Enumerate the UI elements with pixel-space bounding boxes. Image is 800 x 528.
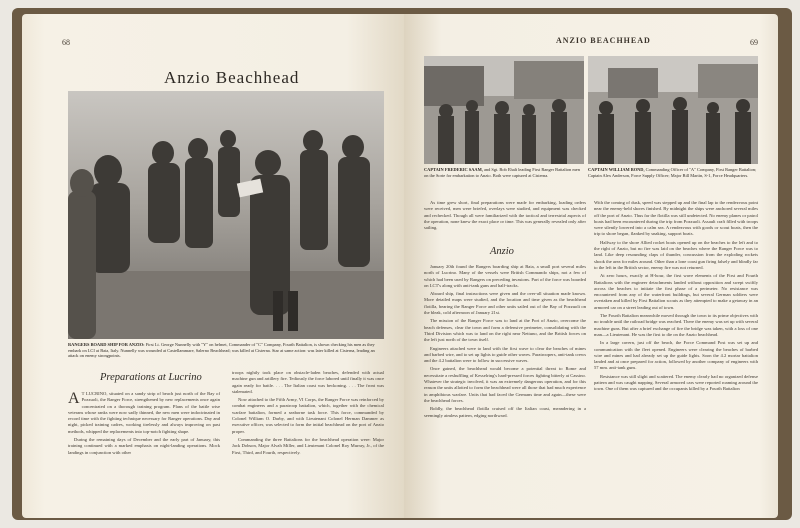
paragraph: Engineers attached were to land with the first wave to clear the beaches of mines and barbed wire, and to set up lights to guide other waves. Paratroopers, anti-tank crews and the 4.2 battalion were to follow in successive waves. [424, 345, 586, 364]
photo-caption-lead: RANGERS BOARD SHIP FOR ANZIO: [68, 342, 145, 347]
paragraph: Aboard ship, final instructions were given and the over-all situation made known. More detailed maps were studied, and the location and time given as the beachhead flotilla, bearing the Ranger Force and other units sailed out of the Bay of Pozzuoli on the bleak, cold afternoon of January 21st. [424, 291, 586, 316]
paragraph: January 20th found the Rangers boarding ship at Baia, a small port several miles north of Lucrino. Many of the vessels were British Commando ships, not a few of which had been used by Rangers on preceding invasions. Part of the force was boarded on LCT's along with anti-tank guns and half-tracks. [424, 264, 586, 288]
captain-saam-photo [424, 56, 584, 164]
right-column-1-top [424, 200, 586, 233]
paragraph: With the coming of dusk, speed was stepped up and the final lap to the rendezvous point near the enemy-held shores finished. By midnight the ships were anchored several miles off the port of Anzio. Thus far the flotilla was still undetected. No enemy planes or patrol boats had been encountered during the trip from Pozzuoli. Assault craft filled with troops were silently lowered into a calm sea. A rendezvous with goods or scout boats, then the trip to shore began, flanked by snaking, support boats. [594, 200, 758, 237]
photo-illustration [68, 91, 384, 339]
paragraph: At zero hours, exactly at H-hour, the first wave elements of the First and Fourth Battalions with the engineer detachments landed without opposition and swept swiftly across the beaches to initiate the first phase of a perimeter. No resistance was encountered from any of the waterfront buildings, but several German soldiers were overtaken and killed by First Battalion scouts as they attempted to make a getaway in an armored car on a street leading out of town. [594, 273, 758, 310]
page-number: 69 [750, 38, 758, 47]
paragraph: A T LUCRINO, situated on a sandy strip of beach just north of the Bay of Pozzuoli, the Ranger Force, strengthened by new replacements once again concentrated on a thorough training program. Plans of the battle wise veterans whose ranks were now sadly thinned, the new men were indoctrinated in record time with the fighting technique necessary for Ranger operations. Day and night, picked training cadres, working tirelessly and always improving on past methods, whipped the replacements into top-notch fighting shape. [68, 390, 220, 434]
photo-caption-text: First Lt. George Nunnelly with "Y" on helmet, Commander of "C" Company, Fourth Battalion, is shown checking his men as they embark on LCI at Baia, Italy. Nunnelly was wounded at Castellammare, Salerno Beachhead; was killed at Cisterna. Star at same action: was later killed at Cisterna, leading an attack on enemy strongpoints. [68, 342, 375, 359]
paragraph: Resistance was still slight and scattered. The enemy clearly had no organized defense pattern and was caught napping. Several armored cars were reported roaming around the town. One of them was captured and the occupants killed by a Fourth Battalion [594, 373, 758, 392]
paragraph: During the remaining days of December and the early part of January, this training continued with a marked emphasis on night-landing operations. Mock landings in conjunction with other [68, 437, 220, 455]
paragraph: Halfway to the shore Allied rocket boats opened up on the beaches to the left and to the right of Anzio, but no fire was laid on the beaches where the Ranger Force was to land. Like deep resounding claps of thunder, concussion from the exploding rockets shook the area for miles around. Other than a lone coast gun firing falsely and blindly far to the left in the British sector, enemy fire was not returned. [594, 239, 758, 270]
section-heading-anzio: Anzio [490, 246, 514, 257]
photo-caption-saam: CAPTAIN FREDERIC SAAM, and Sgt. Bob Ehalt leading First Ranger Battalion men on the Sorte for embarkation to Anzio. Both were captured at Cisterna. [424, 167, 580, 178]
paragraph: In a large cavern, just off the beach, the Force Command Post was set up and communication with the fleet opened. Engineers were clearing the beaches of barbed wire and mines and had already set up the guide lights. Soon the 4.2 mortar battalion landed and at once prepared for action, followed by another company of engineers with 57 mm. anti-tank guns. [594, 340, 758, 371]
paragraph: Boldly, the beachhead flotilla cruised off the Italian coast, meandering in a seemingly aimless pattern, edging northward. [424, 406, 586, 418]
page-number: 68 [62, 38, 70, 47]
right-page [404, 14, 778, 518]
page-title: Anzio Beachhead [164, 68, 300, 87]
paragraph: Now attached to the Fifth Army, VI Corps, the Ranger Force was reinforced by combat engineers and a paratroop battalion, which, together with the chemical warfare battalion, formed a seaborne task force. This force, commanded by Colonel William O. Darby, and with Lieutenant Colonel Herman Dammer as executive officer, was selected to form the initial beachhead on the port of Anzio proper. [232, 397, 384, 434]
drop-cap: A [68, 390, 80, 407]
photo-caption-bond: CAPTAIN WILLIAM BOND, Commanding Officer of "A" Company, First Ranger Battalion; Captain Alex Anderson, Force Supply Officer; Major Bill Martin, S-1, Force Headquarters. [588, 167, 757, 178]
paragraph: Commanding the three Battalions for the beachhead operation were: Major Jack Dobson, Major Alvah Miller, and Lieutenant Colonel Roy Murray, Jr., of the First, Third, and Fourth, respectively. [232, 436, 384, 455]
rangers-boarding-photo [68, 91, 384, 339]
paragraph: troops nightly took place on obstacle-laden beaches, defended with actual machine gun and artillery fire. Tediously the force labored until finally it was once again ready for battle. . . . The Italian coast was beckoning. . . . The front was stalemated. [232, 370, 384, 394]
right-column-1 [424, 264, 586, 421]
captain-bond-photo [588, 56, 758, 164]
left-column-2 [232, 370, 384, 458]
right-column-2 [594, 200, 758, 395]
running-head: ANZIO BEACHHEAD [556, 36, 651, 45]
left-page [22, 14, 404, 518]
paragraph: The Fourth Battalion meanwhile moved through the town to its prime objectives with no trouble until the railroad bridge was reached. There the enemy was set up with several machine guns. But after a brief exchange of fire the bridge was taken, with a loss of one man—a Lieutenant. He was the first to die on the Anzio beachhead. [594, 313, 758, 337]
section-heading: Preparations at Lucrino [100, 372, 202, 383]
left-column-1 [68, 391, 220, 458]
paragraph: As time grew short, final preparations were made for embarking, loading orders were received, men were briefed, overlays were studied, and equipment was checked and rechecked. Though all were familiarized with the tactical and terrestrial aspects of the operation, none knew the exact place or time. This was generally revealed only after sailing. [424, 200, 586, 231]
photo-caption [68, 342, 384, 359]
paragraph: The mission of the Ranger Force was to land at the Port of Anzio, overcome the beach defenses, clear the town and form a defensive perimeter, consolidating with the Third Division which was to land on the right near Nettuno, and the British forces on the left just north of the town itself. [424, 318, 586, 343]
paragraph: Once gained, the beachhead would become a potential threat to Rome and necessitate a reshuffling of Kesselring's hard-pressed forces fighting bitterly at Cassino. Whatever the strategic involved, it was an extremely dangerous operation, and for this reason the units allotted to form the beachhead were all those that had much experience in amphibious warfare. Units that had faced the Germans time and again—these were the beachhead forces. [424, 366, 586, 403]
